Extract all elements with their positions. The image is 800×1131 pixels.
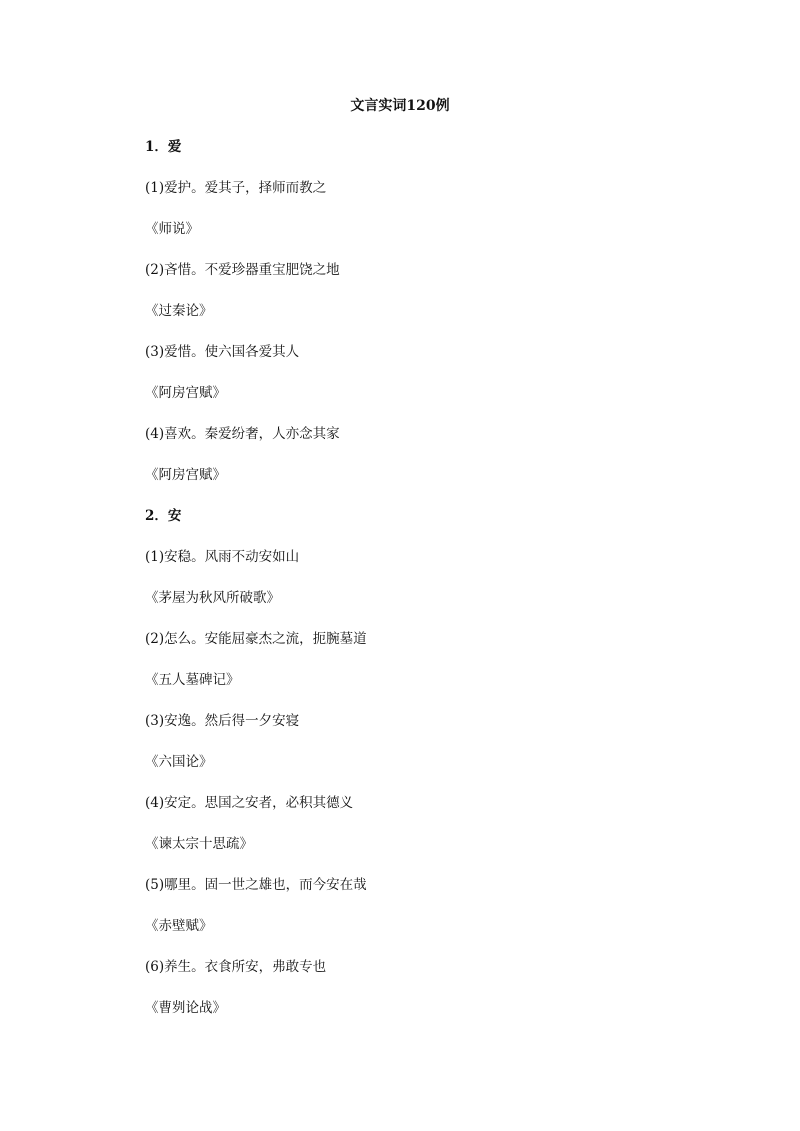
source-line: 《师说》 bbox=[145, 221, 199, 237]
source-line: 《谏太宗十思疏》 bbox=[145, 836, 253, 852]
source-line: 《六国论》 bbox=[145, 754, 213, 770]
sense-line: (1)安稳。风雨不动安如山 bbox=[145, 549, 300, 565]
sense-line: (4)安定。思国之安者，必积其德义 bbox=[145, 795, 354, 811]
source-line: 《五人墓碑记》 bbox=[145, 672, 240, 688]
source-line: 《阿房宫赋》 bbox=[145, 467, 226, 483]
source-line: 《阿房宫赋》 bbox=[145, 385, 226, 401]
sense-line: (6)养生。衣食所安，弗敢专也 bbox=[145, 959, 327, 975]
sense-line: (5)哪里。固一世之雄也，而今安在哉 bbox=[145, 877, 367, 893]
sense-line: (3)爱惜。使六国各爱其人 bbox=[145, 344, 300, 360]
entry-heading: 1．爱 bbox=[145, 139, 182, 155]
document-title: 文言实词120例 bbox=[350, 98, 450, 114]
sense-line: (2)怎么。安能屈豪杰之流，扼腕墓道 bbox=[145, 631, 367, 647]
source-line: 《茅屋为秋风所破歌》 bbox=[145, 590, 280, 606]
sense-line: (4)喜欢。秦爱纷奢，人亦念其家 bbox=[145, 426, 340, 442]
entry-list bbox=[145, 137, 367, 1039]
sense-line: (1)爱护。爱其子，择师而教之 bbox=[145, 180, 327, 196]
sense-line: (2)吝惜。不爱珍器重宝肥饶之地 bbox=[145, 262, 340, 278]
source-line: 《过秦论》 bbox=[145, 303, 213, 319]
source-line: 《赤壁赋》 bbox=[145, 918, 213, 934]
source-line: 《曹刿论战》 bbox=[145, 1000, 226, 1016]
sense-line: (3)安逸。然后得一夕安寝 bbox=[145, 713, 300, 729]
entry-heading: 2．安 bbox=[145, 508, 182, 524]
